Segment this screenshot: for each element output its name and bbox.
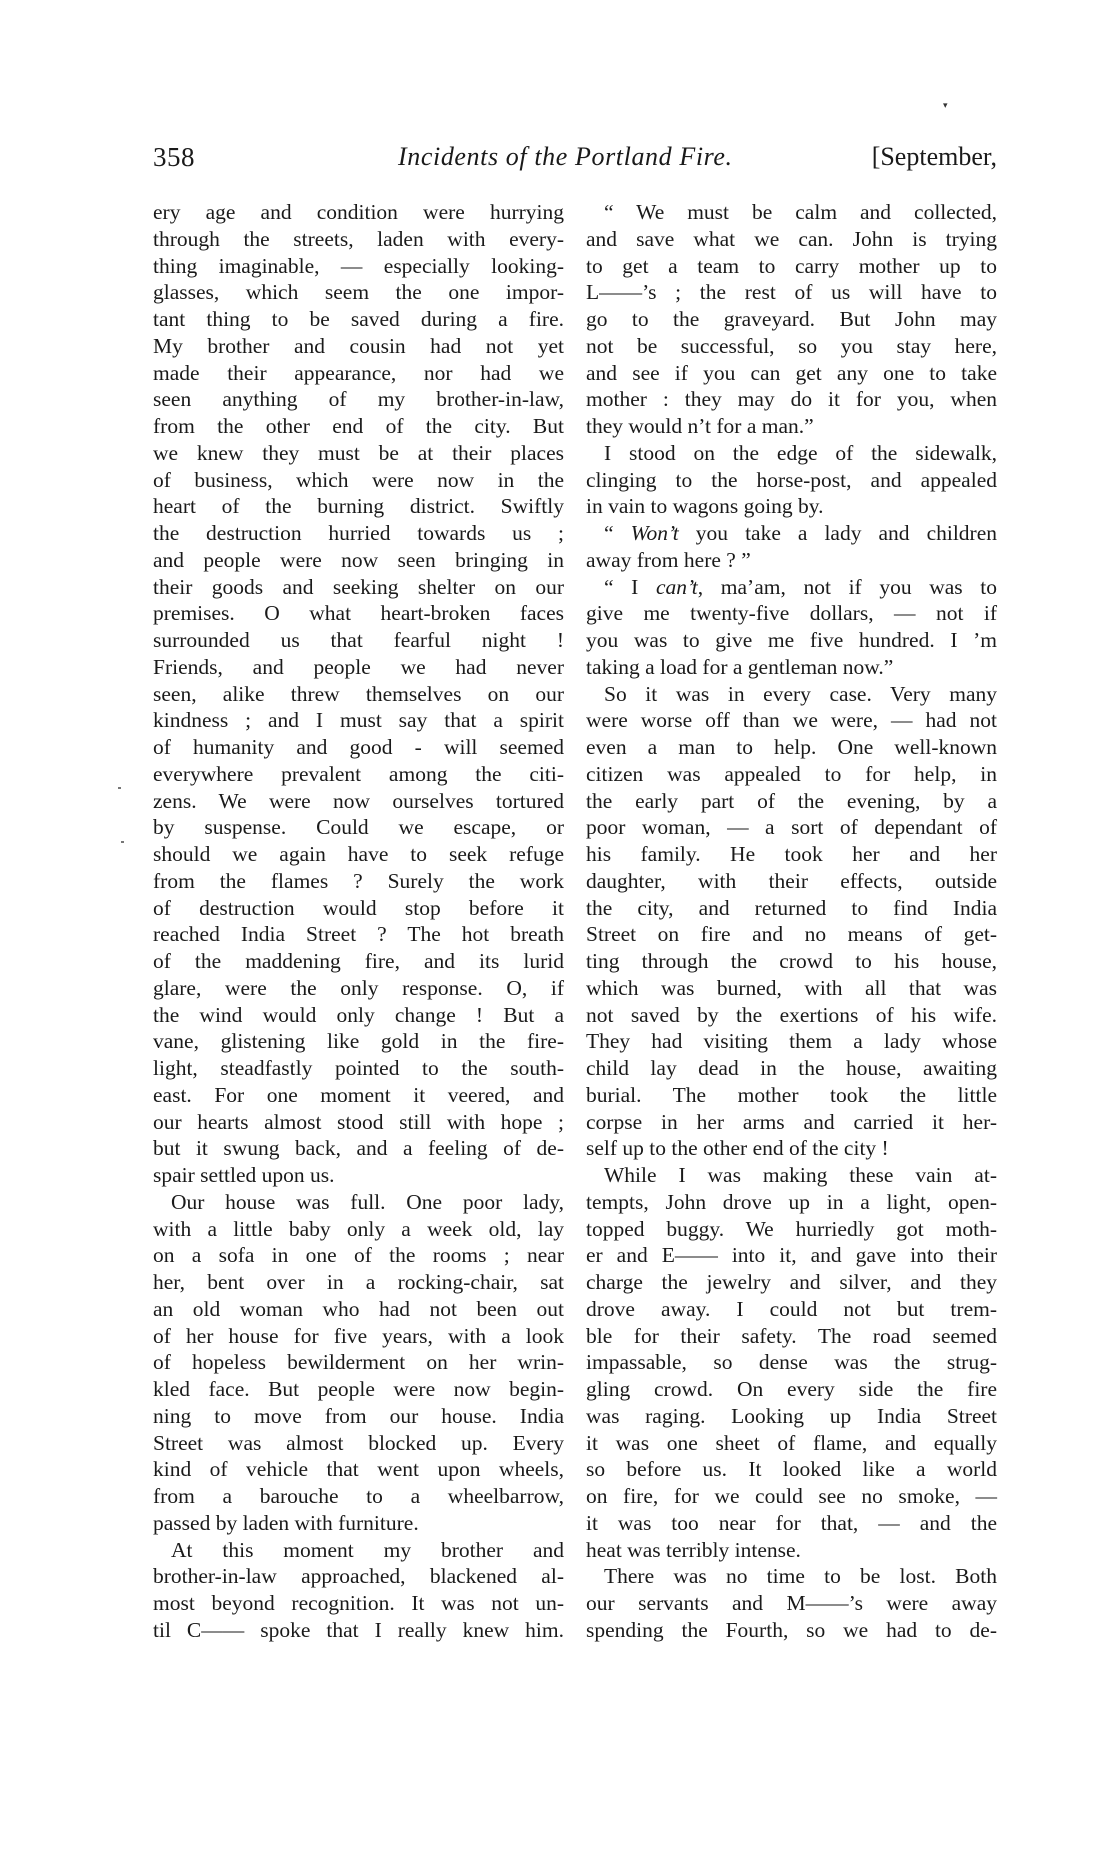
- text-line: so before us. It looked like a world: [586, 1457, 997, 1482]
- text-line: ning to move from our house. India: [153, 1403, 564, 1428]
- text-line: Friends, and people we had never: [153, 654, 564, 679]
- text-line: heart of the burning district. Swiftly: [153, 494, 564, 519]
- text-line: from a barouche to a wheelbarrow,: [153, 1484, 564, 1508]
- text-line: made their appearance, nor had we: [153, 360, 564, 385]
- text-line: corpse in her arms and carried it her-: [586, 1109, 997, 1134]
- text-line: of the maddening fire, and its lurid: [153, 949, 564, 973]
- text-line: Street was almost blocked up. Every: [153, 1430, 564, 1455]
- text-line: an old woman who had not been out: [153, 1296, 564, 1321]
- text-line: the city, and returned to find India: [586, 895, 997, 920]
- text-line: the destruction hurried towards us ;: [153, 521, 564, 545]
- text-line: There was no time to be lost. Both: [604, 1564, 997, 1589]
- text-line: “ Won’t you take a lady and children: [604, 521, 998, 545]
- text-line: premises. O what heart-broken faces: [153, 601, 564, 626]
- text-line: of business, which were now in the: [153, 467, 564, 492]
- text-line: seen anything of my brother-in-law,: [153, 387, 564, 412]
- text-line: child lay dead in the house, awaiting: [586, 1056, 997, 1080]
- text-line: but it swung back, and a feeling of de-: [153, 1136, 564, 1161]
- text-line: kindness ; and I must say that a spirit: [153, 708, 564, 733]
- text-line: While I was making these vain at-: [604, 1163, 997, 1187]
- text-line: I stood on the edge of the sidewalk,: [604, 440, 997, 465]
- running-title: Incidents of the Portland Fire.: [398, 142, 733, 171]
- text-line: burial. The mother took the little: [586, 1082, 997, 1107]
- text-line: zens. We were now ourselves tortured: [153, 788, 564, 813]
- text-line: our servants and M——’s were away: [586, 1591, 997, 1615]
- text-line: not saved by the exertions of his wife.: [586, 1002, 997, 1027]
- text-line: on a sofa in one of the rooms ; near: [153, 1243, 564, 1268]
- text-line: on fire, for we could see no smoke, —: [586, 1484, 997, 1508]
- text-line: clinging to the horse-post, and appealed: [586, 467, 997, 492]
- text-line: his family. He took her and her: [586, 842, 997, 866]
- text-line: surrounded us that fearful night !: [153, 628, 564, 652]
- text-line: with a little baby only a week old, lay: [153, 1216, 564, 1241]
- text-line: were worse off than we were, — had not: [586, 708, 997, 733]
- text-line: in vain to wagons going by.: [586, 494, 824, 519]
- text-line: My brother and cousin had not yet: [153, 333, 564, 358]
- text-line: we knew they must be at their places: [153, 440, 564, 465]
- text-line: “ We must be calm and collected,: [604, 200, 997, 224]
- text-column-left: [153, 199, 564, 1644]
- text-line: tempts, John drove up in a light, open-: [586, 1189, 997, 1214]
- text-line: Street on fire and no means of get-: [586, 922, 997, 947]
- text-line: should we again have to seek refuge: [153, 842, 564, 866]
- text-line: was raging. Looking up India Street: [586, 1403, 997, 1428]
- running-head: [153, 140, 997, 174]
- text-line: and see if you can get any one to take: [586, 360, 997, 385]
- text-line: not be successful, so you stay here,: [586, 333, 997, 358]
- text-line: the wind would only change ! But a: [153, 1002, 564, 1027]
- text-line: er and E—— into it, and gave into their: [586, 1243, 997, 1268]
- text-line: kled face. But people were now begin-: [153, 1377, 564, 1401]
- text-line: tant thing to be saved during a fire.: [153, 307, 564, 331]
- text-line: of destruction would stop before it: [153, 895, 564, 920]
- text-line: even a man to help. One well-known: [586, 735, 997, 759]
- text-line: it was too near for that, — and the: [586, 1510, 997, 1535]
- text-line: brother-in-law approached, blackened al-: [153, 1564, 564, 1589]
- text-line: you was to give me five hundred. I ’m: [586, 628, 997, 652]
- text-line: ting through the crowd to his house,: [586, 949, 997, 973]
- text-line: reached India Street ? The hot breath: [153, 922, 564, 947]
- text-line: citizen was appealed to for help, in: [586, 761, 997, 786]
- text-line: vane, glistening like gold in the fire-: [153, 1029, 564, 1054]
- text-line: heat was terribly intense.: [586, 1537, 801, 1562]
- text-line: kind of vehicle that went upon wheels,: [153, 1457, 564, 1482]
- text-line: “ I can’t, ma’am, not if you was to: [604, 574, 997, 599]
- text-line: to get a team to carry mother up to: [586, 253, 997, 278]
- italic-emphasis: can’t: [655, 574, 698, 599]
- text-line: by suspense. Could we escape, or: [153, 815, 564, 840]
- text-line: til C—— spoke that I really knew him.: [153, 1617, 564, 1642]
- text-line: our hearts almost stood still with hope ;: [153, 1109, 564, 1134]
- text-line: which was burned, with all that was: [586, 975, 997, 1000]
- text-line: drove away. I could not but trem-: [586, 1296, 997, 1321]
- text-line: L——’s ; the rest of us will have to: [586, 280, 997, 305]
- text-line: daughter, with their effects, outside: [586, 868, 997, 893]
- page-number: 358: [153, 142, 195, 172]
- text-line: go to the graveyard. But John may: [586, 307, 997, 331]
- text-line: from the flames ? Surely the work: [153, 868, 564, 893]
- text-line: of hopeless bewilderment on her wrin-: [153, 1350, 564, 1375]
- text-line: of her house for five years, with a look: [153, 1323, 564, 1348]
- text-line: passed by laden with furniture.: [153, 1510, 419, 1535]
- ink-speck: ▾: [943, 100, 948, 110]
- scan-speck: [121, 841, 124, 843]
- text-line: it was one sheet of flame, and equally: [586, 1430, 997, 1455]
- text-line: of humanity and good - will seemed: [153, 735, 564, 759]
- text-line: They had visiting them a lady whose: [586, 1029, 997, 1054]
- text-line: impassable, so dense was the strug-: [586, 1350, 997, 1375]
- text-line: they would n’t for a man.”: [586, 414, 814, 438]
- text-line: ble for their safety. The road seemed: [586, 1323, 997, 1348]
- text-line: and people were now seen bringing in: [153, 547, 564, 572]
- text-line: the early part of the evening, by a: [586, 788, 997, 813]
- text-line: ery age and condition were hurrying: [153, 200, 564, 224]
- text-line: most beyond recognition. It was not un-: [153, 1591, 564, 1615]
- text-line: light, steadfastly pointed to the south-: [153, 1056, 564, 1080]
- text-line: topped buggy. We hurriedly got moth-: [586, 1216, 997, 1241]
- text-line: glare, were the only response. O, if: [153, 975, 564, 1000]
- italic-emphasis: Won’t: [630, 521, 679, 545]
- text-line: gling crowd. On every side the fire: [586, 1377, 997, 1401]
- text-line: seen, alike threw themselves on our: [153, 681, 564, 706]
- text-line: her, bent over in a rocking-chair, sat: [153, 1270, 564, 1294]
- text-line: spair settled upon us.: [153, 1163, 335, 1187]
- text-line: So it was in every case. Very many: [604, 681, 997, 706]
- running-month: [September,: [871, 142, 997, 171]
- scan-speck: [118, 787, 121, 789]
- text-line: and save what we can. John is trying: [586, 226, 997, 251]
- text-line: through the streets, laden with every-: [153, 226, 564, 251]
- text-line: self up to the other end of the city !: [586, 1136, 889, 1161]
- text-line: mother : they may do it for you, when: [586, 387, 997, 412]
- text-line: glasses, which seem the one impor-: [153, 280, 564, 305]
- text-line: taking a load for a gentleman now.”: [586, 654, 894, 679]
- text-line: give me twenty-five dollars, — not if: [586, 601, 997, 626]
- text-line: east. For one moment it veered, and: [153, 1082, 564, 1107]
- text-line: everywhere prevalent among the citi-: [153, 761, 564, 786]
- text-line: charge the jewelry and silver, and they: [586, 1270, 997, 1294]
- text-line: from the other end of the city. But: [153, 414, 564, 438]
- text-line: poor woman, — a sort of dependant of: [586, 815, 997, 840]
- text-line: At this moment my brother and: [171, 1537, 564, 1562]
- text-column-right: [586, 199, 997, 1644]
- text-line: spending the Fourth, so we had to de-: [586, 1617, 997, 1642]
- text-line: thing imaginable, — especially looking-: [153, 253, 564, 278]
- text-line: away from here ? ”: [586, 547, 751, 572]
- text-line: their goods and seeking shelter on our: [153, 574, 564, 599]
- text-line: Our house was full. One poor lady,: [171, 1189, 564, 1214]
